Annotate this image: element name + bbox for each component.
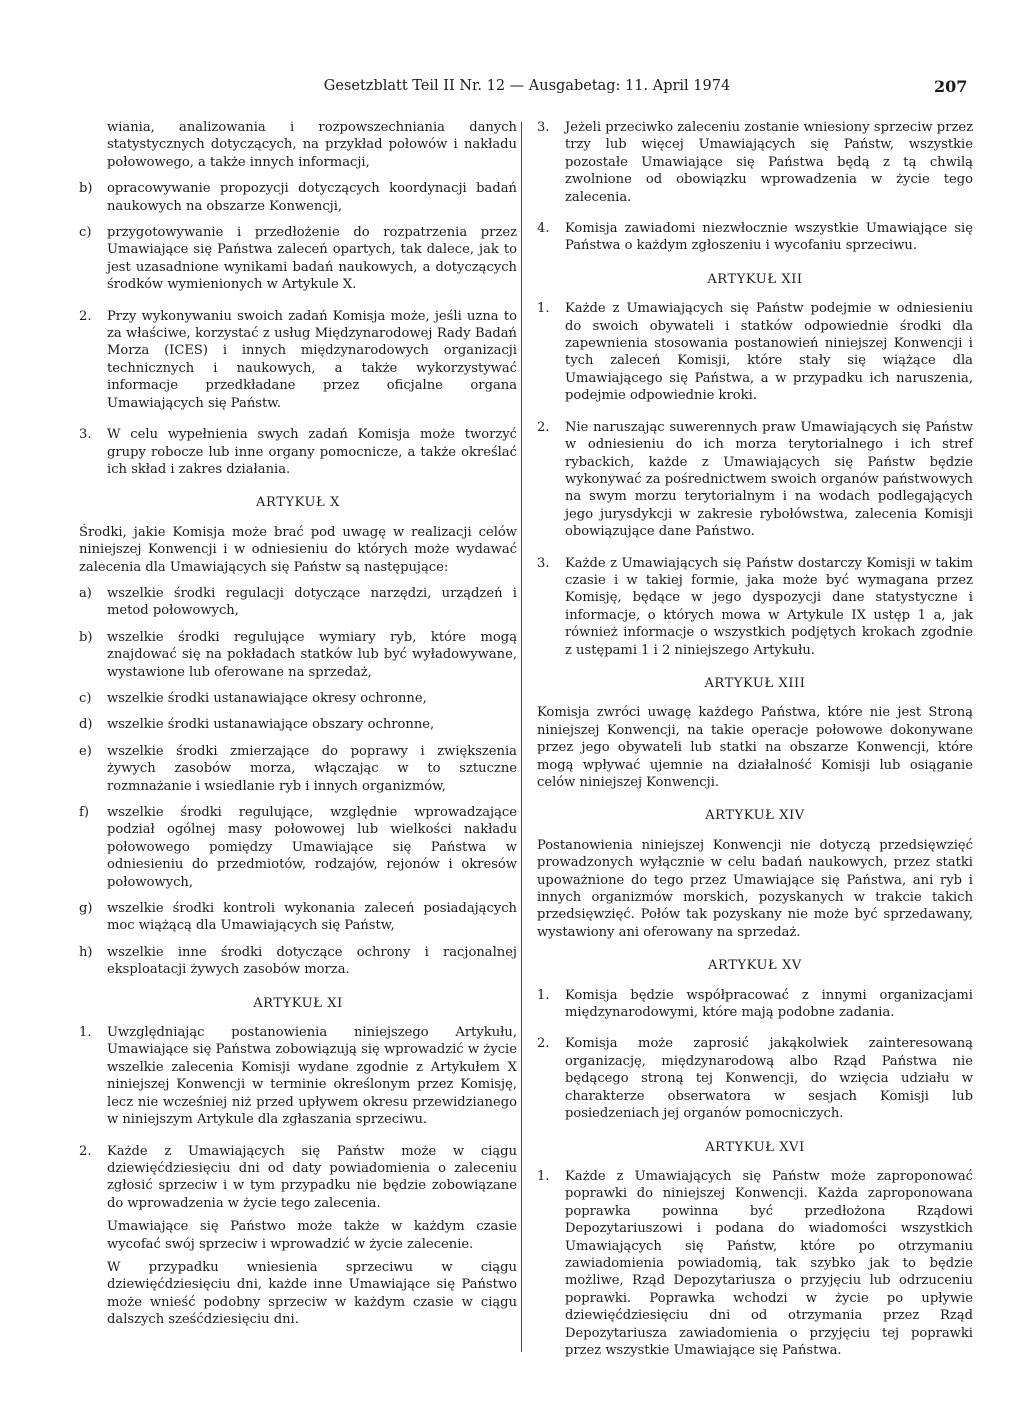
page-number: 207 <box>934 77 968 96</box>
list-item <box>79 629 517 681</box>
item-text: przygotowywanie i przedłożenie do rozpatrzenia przez Umawiające się Państwa zaleceń opartych, tak dalece, jak to jest uzasadnione wynikami badań naukowych, a dotyczących środków wymienionych w Artykule X. <box>107 225 517 293</box>
article-heading: ARTYKUŁ XIV <box>705 808 805 824</box>
list-item <box>79 1024 517 1128</box>
paragraph: Postanowienia niniejszej Konwencji nie dotyczą przedsięwzięć prowadzonych wyłącznie w celu badań naukowych, przez statki upoważnione do tego przez Umawiające się Państwa, ani ryb i innych organizmów morskich, pozyskanych w trakcie takich przedsięwzięć. Połów tak pozyskany nie może być sprzedawany, wystawiony ani oferowany na sprzedaż. <box>537 837 973 940</box>
item-label: 2. <box>79 308 92 324</box>
list-item <box>537 555 973 659</box>
item-label: g) <box>79 901 93 917</box>
list-item <box>79 308 517 412</box>
item-label: 1. <box>537 301 550 317</box>
item-label: 4. <box>537 221 550 237</box>
column-divider <box>521 122 522 1352</box>
item-label: 2. <box>537 1036 550 1052</box>
list-item <box>79 585 517 620</box>
list-item <box>79 900 517 935</box>
item-label: 2. <box>537 419 550 435</box>
list-item <box>79 1143 517 1213</box>
paragraph: W przypadku wniesienia sprzeciwu w ciągu dziewięćdziesięciu dni, każde inne Umawiające się Państwo może wnieść podobny sprzeciw w każdym czasie w ciągu dalszych sześćdziesięciu dni. <box>107 1259 517 1328</box>
item-text: Nie naruszając suwerennych praw Umawiających się Państw w odniesieniu do ich morza terytorialnego i ich stref rybackich, każde z Umawiających się Państw będzie wykonywać za pośrednictwem swoich organów państwowych na swym morzu terytorialnym i na wodach podlegających jego jurysdykcji w zakresie rybołówstwa, zalecenia Komisji obowiązujące dane Państwo. <box>565 419 973 540</box>
item-label: 3. <box>79 427 92 443</box>
article-heading: ARTYKUŁ XIII <box>704 675 806 691</box>
list-item <box>79 224 517 294</box>
item-text: Przy wykonywaniu swoich zadań Komisja może, jeśli uzna to za właściwe, korzystać z usług Międzynarodowej Rady Badań Morza (ICES) i innych międzynarodowych organizacji technicznych i naukowych, a także wykorzystywać informacje przedkładane przez oficjalne organa Umawiających się Państw. <box>107 308 517 411</box>
item-text: Komisja może zaprosić jakąkolwiek zainteresowaną organizację, międzynarodową albo Rząd Państwa nie będącego stroną tej Konwencji, do wzięcia udziału w charakterze obserwatora w sesjach Komisji lub posiedzeniach jej organów pomocniczych. <box>565 1036 973 1122</box>
item-text: wszelkie środki regulujące, względnie wprowadzające podział ogólnej masy połowowej lub wielkości nakładu połowowego pomiędzy Umawiające się Państwa w odniesieniu do przedmiotów, rodzajów, rejonów i okresów połowowych, <box>107 805 517 890</box>
item-label: 1. <box>537 1168 550 1184</box>
paragraph: Komisja zwróci uwagę każdego Państwa, które nie jest Stroną niniejszej Konwencji, na takie operacje połowowe dokonywane przez jego obywateli lub statki na obszarze Konwencji, które mogą wpływać ujemnie na działalność Komisji lub osiąganie celów niniejszej Konwencji. <box>537 705 973 790</box>
article-heading: ARTYKUŁ XVI <box>705 1139 805 1155</box>
item-label: 2. <box>79 1143 92 1159</box>
item-label: 1. <box>79 1025 92 1041</box>
list-item <box>79 804 517 891</box>
list-item <box>537 119 973 206</box>
item-text: Komisja zawiadomi niezwłocznie wszystkie Umawiające się Państwa o każdym zgłoszeniu i wycofaniu sprzeciwu. <box>565 221 973 254</box>
item-label: b) <box>79 181 93 197</box>
list-item <box>79 743 517 795</box>
header-title: Gesetzblatt Teil II Nr. 12 — Ausgabetag: 11. April 1974 <box>323 78 731 94</box>
item-text: Każde z Umawiających się Państw dostarczy Komisji w takim czasie i w takiej formie, jaka może być wymagana przez Komisję, będące w jego dyspozycji dane statystyczne i informacje, o których mowa w Artykule IX ustęp 1 a, jak również informacje o wszystkich podjętych krokach zgodnie z ustępami 1 i 2 niniejszego Artykułu. <box>565 555 973 658</box>
item-text: wszelkie środki kontroli wykonania zaleceń posiadających moc wiążącą dla Umawiających się Państw, <box>107 901 517 934</box>
item-label: h) <box>79 944 93 960</box>
list-item <box>79 690 517 707</box>
item-text: wszelkie środki zmierzające do poprawy i zwiększenia żywych zasobów morza, włączając w to sztuczne rozmnażanie i wsiedlanie ryb i innych organizmów, <box>107 743 517 794</box>
item-text: opracowywanie propozycji dotyczących koordynacji badań naukowych na obszarze Konwencji, <box>107 181 517 214</box>
item-label: f) <box>79 805 89 820</box>
article-heading: ARTYKUŁ XV <box>708 958 802 974</box>
list-item <box>79 426 517 478</box>
page-header <box>0 78 1024 100</box>
item-label: d) <box>79 717 93 733</box>
right-column <box>537 119 973 1368</box>
item-label: 3. <box>537 555 550 571</box>
item-text: Uwzględniając postanowienia niniejszego Artykułu, Umawiające się Państwa zobowiązują się wprowadzić w życie wszelkie zalecenia Komisji wydane zgodnie z Artykułem X niniejszej Konwencji w terminie określonym przez Komisję, lecz nie wcześniej niż przed upływem okresu przewidzianego w niniejszym Artykule dla zgłaszania sprzeciwu. <box>107 1025 517 1128</box>
list-item <box>537 1168 973 1359</box>
item-text: Jeżeli przeciwko zaleceniu zostanie wniesiony sprzeciw przez trzy lub więcej Umawiających się Państw, wszystkie pozostałe Umawiające się Państwa będą z tą chwilą zwolnione od obowiązku wprowadzenia w życie tego zalecenia. <box>565 120 973 205</box>
item-label: e) <box>79 743 92 759</box>
list-item <box>537 987 973 1022</box>
item-text: Każde z Umawiających się Państw podejmie w odniesieniu do swoich obywateli i statków odpowiednie środki dla zapewnienia stosowania postanowień niniejszej Konwencji i tych zaleceń Komisji, które stały się wiążące dla Umawiającego się Państwa, a w przypadku ich naruszenia, podejmie odpowiednie kroki. <box>565 301 973 404</box>
item-text: Każde z Umawiających się Państw może zaproponować poprawki do niniejszej Konwencji. Każda zaproponowana poprawka powinna być przedłożona Rządowi Depozytariuszowi i podana do wiadomości wszystkich Umawiających się Państw, które po otrzymaniu zawiadomienia powiadomią, tak szybko jak to będzie możliwe, Rząd Depozytariusza o przyjęciu lub odrzuceniu poprawki. Poprawka wchodzi w życie po upływie dziewięćdziesięciu dni od otrzymania przez Rząd Depozytariusza zawiadomienia o przyjęciu tej poprawki przez wszystkie Umawiające się Państwa. <box>565 1168 973 1358</box>
list-item <box>537 300 973 404</box>
item-label: c) <box>79 225 92 241</box>
item-text: Każde z Umawiających się Państw może w ciągu dziewięćdziesięciu dni od daty powiadomienia o zaleceniu zgłosić sprzeciw i w tym przypadku nie będzie zobowiązane do wprowadzenia w życie tego zalecenia. <box>107 1143 517 1211</box>
item-text: wszelkie środki regulujące wymiary ryb, które mogą znajdować się na pokładach statków lub być wyładowywane, wystawione lub oferowane na sprzedaż, <box>107 629 517 680</box>
list-item <box>79 180 517 215</box>
paragraph: Środki, jakie Komisja może brać pod uwagę w realizacji celów niniejszej Konwencji i w odniesieniu do których może wydawać zalecenia dla Umawiających się Państw są następujące: <box>79 524 517 575</box>
item-text: wszelkie inne środki dotyczące ochrony i racjonalnej eksploatacji żywych zasobów morza. <box>107 944 517 978</box>
list-item <box>79 944 517 979</box>
item-label: 3. <box>537 120 550 135</box>
list-item <box>537 419 973 541</box>
item-label: 1. <box>537 987 550 1003</box>
paragraph-continuation: wiania, analizowania i rozpowszechniania danych statystycznych dotyczących, na przykład połowów i nakładu połowowego, a także innych informacji, <box>107 120 517 170</box>
list-item <box>537 220 973 255</box>
item-text: wszelkie środki ustanawiające okresy ochronne, <box>107 690 427 706</box>
list-item <box>537 1035 973 1122</box>
paragraph: Umawiające się Państwo może także w każdym czasie wycofać swój sprzeciw i wprowadzić w życie zalecenie. <box>107 1219 517 1252</box>
list-item <box>79 716 517 733</box>
item-text: Komisja będzie współpracować z innymi organizacjami międzynarodowymi, które mają podobne zadania. <box>565 987 973 1021</box>
left-column <box>79 119 517 1338</box>
item-text: W celu wypełnienia swych zadań Komisja może tworzyć grupy robocze lub inne organy pomocnicze, a także określać ich skład i zakres działania. <box>107 427 517 477</box>
article-heading: ARTYKUŁ XI <box>253 995 343 1011</box>
article-heading: ARTYKUŁ XII <box>707 271 803 287</box>
item-text: wszelkie środki ustanawiające obszary ochronne, <box>107 717 435 733</box>
item-text: wszelkie środki regulacji dotyczące narzędzi, urządzeń i metod połowowych, <box>107 585 517 619</box>
article-heading: ARTYKUŁ X <box>256 495 340 511</box>
item-label: b) <box>79 629 93 645</box>
item-label: a) <box>79 585 92 601</box>
item-label: c) <box>79 690 92 706</box>
